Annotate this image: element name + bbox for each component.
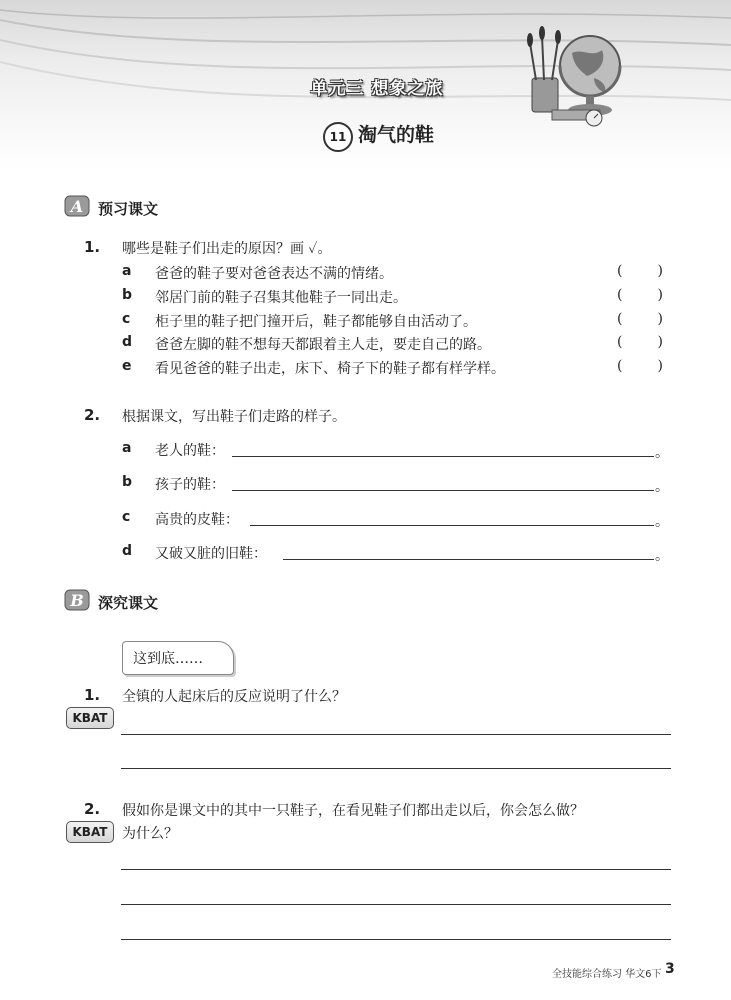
kbat-badge: KBAT (66, 821, 114, 843)
item-label: 老人的鞋： (155, 443, 225, 459)
period-mark: 。 (655, 479, 669, 495)
question-2-number: 2. (84, 406, 101, 424)
item-label: 孩子的鞋： (155, 477, 225, 493)
item-letter: a (122, 440, 132, 456)
answer-blank[interactable] (250, 525, 654, 526)
question-b2-number: 2. (84, 800, 101, 818)
answer-line[interactable] (121, 869, 671, 870)
question-2-prompt: 根据课文，写出鞋子们走路的样子。 (122, 409, 346, 425)
period-mark: 。 (655, 514, 669, 530)
option-text: 邻居门前的鞋子召集其他鞋子一同出走。 (155, 290, 407, 306)
answer-line[interactable] (121, 939, 671, 940)
item-letter: b (122, 474, 133, 490)
question-b1-number: 1. (84, 686, 101, 704)
svg-text:A: A (70, 197, 84, 216)
page-number: 3 (665, 961, 675, 977)
option-letter: e (122, 358, 132, 374)
section-a-icon (64, 195, 90, 217)
option-text: 爸爸的鞋子要对爸爸表达不满的情绪。 (155, 266, 393, 282)
option-text: 柜子里的鞋子把门撞开后，鞋子都能够自由活动了。 (155, 314, 477, 330)
unit-title: 单元三 想象之旅 (310, 79, 444, 99)
footer-book-title: 全技能综合练习 华文6下 (552, 969, 662, 980)
lesson-title: 淘气的鞋 (358, 124, 435, 146)
item-label: 高贵的皮鞋： (155, 512, 239, 528)
option-letter: a (122, 263, 132, 279)
section-a-title: 预习课文 (98, 200, 159, 218)
option-text: 看见爸爸的鞋子出走，床下、椅子下的鞋子都有样学样。 (155, 361, 505, 377)
item-letter: d (122, 543, 133, 559)
question-b1-prompt: 全镇的人起床后的反应说明了什么？ (122, 689, 346, 705)
option-letter: d (122, 334, 133, 350)
answer-blank[interactable] (232, 456, 654, 457)
globe-and-brushes-illustration (522, 18, 632, 133)
answer-line[interactable] (121, 768, 671, 769)
period-mark: 。 (655, 445, 669, 461)
option-letter: b (122, 287, 133, 303)
section-b-icon (64, 589, 90, 611)
answer-blank[interactable] (283, 559, 654, 560)
section-b-title: 深究课文 (98, 594, 159, 612)
option-text: 爸爸左脚的鞋不想每天都跟着主人走，要走自己的路。 (155, 337, 491, 353)
option-letter: c (122, 311, 131, 327)
speech-bubble (122, 641, 234, 675)
item-letter: c (122, 509, 131, 525)
kbat-badge: KBAT (66, 707, 114, 729)
lesson-number-badge: 11 (323, 122, 353, 152)
question-1-prompt: 哪些是鞋子们出走的原因？画 ✓。 (122, 241, 332, 257)
question-1-number: 1. (84, 238, 101, 256)
question-b2-prompt-line-2: 为什么？ (122, 826, 178, 842)
period-mark: 。 (655, 548, 669, 564)
question-b2-prompt-line-1: 假如你是课文中的其中一只鞋子，在看见鞋子们都出走以后，你会怎么做？ (122, 803, 584, 819)
item-label: 又破又脏的旧鞋： (155, 546, 267, 562)
answer-blank[interactable] (232, 490, 654, 491)
answer-line[interactable] (121, 904, 671, 905)
speech-bubble-text: 这到底…… (133, 651, 203, 667)
answer-line[interactable] (121, 734, 671, 735)
svg-text:B: B (70, 591, 84, 610)
